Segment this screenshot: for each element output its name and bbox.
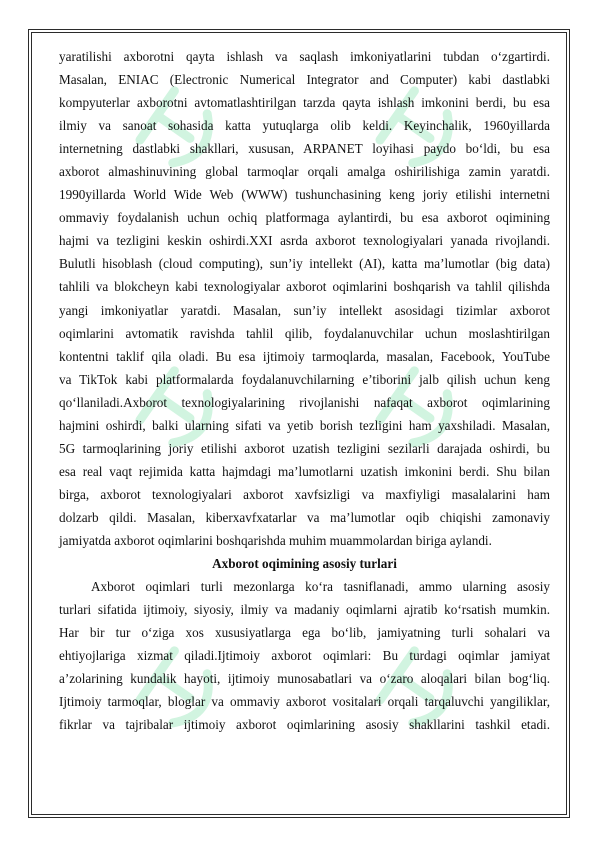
- text-line: ehtiyojlariga xizmat qiladi.Ijtimoiy axborot oqimlari: Bu turdagi oqimlar jamiyat: [59, 648, 550, 664]
- text-line: oqimlarini avtomatik ravishda tahlil qilib, foydalanuvchilar uchun moslashtirilgan: [59, 325, 550, 341]
- text-line: va TikTok kabi platformalarda foydalanuvchilarning e’tiborini jalb qilish uchun keng: [59, 371, 550, 387]
- text-line: yangi imkoniyatlar yaratdi. Masalan, sun’iy intellekt asosidagi tizimlar axborot: [59, 302, 550, 318]
- text-line: Har bir tur o‘ziga xos xususiyatlarga ega bo‘lib, jamiyatning turli sohalari va: [59, 625, 550, 641]
- text-line: kontentni taklif qila oladi. Bu esa ijtimoiy tarmoqlarda, masalan, Facebook, YouTube: [59, 348, 550, 364]
- text-line: Ijtimoiy tarmoqlar, bloglar va ommaviy axborot vositalari orqali tarqaluvchi yangiliklar,: [59, 694, 550, 710]
- text-line: Axborot oqimlari turli mezonlarga ko‘ra tasniflanadi, ammo ularning asosiy: [91, 579, 550, 595]
- text-line: fikrlar va tajribalar ijtimoiy axborot oqimlarining asosiy shakllarini tashkil etadi.: [59, 717, 550, 733]
- paragraph-flow-types: [59, 575, 550, 736]
- text-line: a’zolarining kundalik hayoti, ijtimoiy munosabatlari va o‘zaro aloqalari bilan bog‘liq.: [59, 671, 550, 687]
- paragraph-history: [59, 45, 550, 552]
- text-line: 1990yillarda World Wide Web (WWW) tushunchasining keng joriy etilishi internetni: [59, 187, 550, 203]
- text-line: axborot almashinuvining global tarmoqlar orqali amalga oshirilishiga zamin yaratdi.: [59, 164, 550, 180]
- text-line: ommaviy foydalanish uchun ochiq platformaga aylantirdi, bu esa axborot oqimining: [59, 210, 550, 226]
- text-line: ilmiy va sanoat sohasida katta yutuqlarga olib keldi. Keyinchalik, 1960yillarda: [59, 118, 550, 134]
- text-line: 5G tarmoqlarining joriy etilishi axborot uzatish tezligini sezilarli darajada oshirdi, bu: [59, 440, 550, 456]
- section-heading: Axborot oqimining asosiy turlari: [212, 556, 397, 572]
- text-line: turlari sifatida ijtimoiy, siyosiy, ilmiy va madaniy oqimlarni ajratib ko‘rsatish mumkin.: [59, 602, 550, 618]
- text-line: Masalan, ENIAC (Electronic Numerical Integrator and Computer) kabi dastlabki: [59, 72, 550, 88]
- text-line: hajmi va tezligini keskin oshirdi.XXI asrda axborot texnologiyalari yanada rivojlandi.: [59, 233, 550, 249]
- text-line: birga, axborot texnologiyalari axborot xavfsizligi va maxfiyligi masalalarini ham: [59, 486, 550, 502]
- text-line: yaratilishi axborotni qayta ishlash va saqlash imkoniyatlarini tubdan o‘zgartirdi.: [59, 49, 550, 64]
- text-line: kompyuterlar axborotni avtomatlashtirilgan tarzda qayta ishlash imkonini berdi, bu esa: [59, 95, 550, 111]
- document-body: [59, 45, 550, 736]
- text-line: esa real vaqt rejimida katta hajmdagi ma’lumotlarni uzatish imkonini berdi. Shu bilan: [59, 463, 550, 479]
- text-line: internetning dastlabki shakllari, xususan, ARPANET loyihasi paydo bo‘ldi, bu esa: [59, 141, 550, 157]
- text-line: tahlili va blokcheyn kabi texnologiyalar axborot oqimlarini boshqarish va tahlil qilishda: [59, 279, 550, 295]
- text-line: hajmini oshirdi, balki ularning sifati va yetib borish tezligini ham yaxshiladi. Masalan,: [59, 417, 550, 433]
- text-line: dolzarb qildi. Masalan, kiberxavfxatarlar va ma’lumotlar oqib chiqishi zamonaviy: [59, 509, 550, 525]
- text-line: jamiyatda axborot oqimlarini boshqarishda muhim muammolardan biriga aylandi.: [59, 532, 492, 548]
- text-line: qo‘llaniladi.Axborot texnologiyalarining rivojlanishi nafaqat axborot oqimlarining: [59, 394, 550, 410]
- text-line: Bulutli hisoblash (cloud computing), sun’iy intellekt (AI), katta ma’lumotlar (big data): [59, 256, 550, 272]
